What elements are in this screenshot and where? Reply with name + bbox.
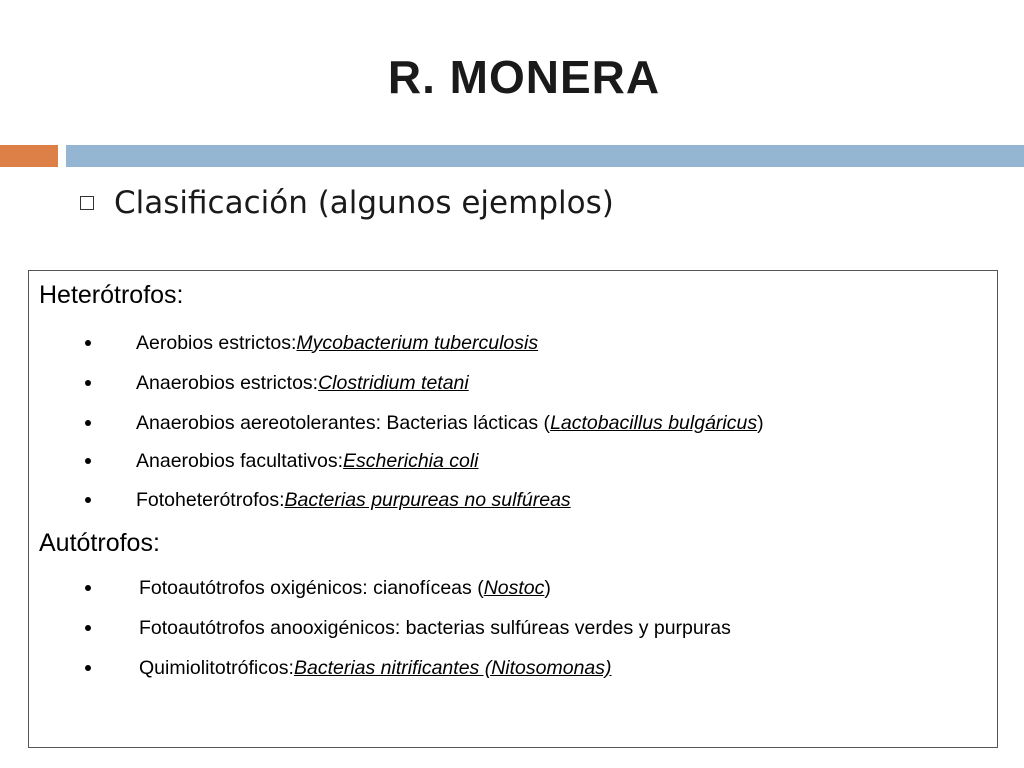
list-item [85, 370, 469, 396]
item-example: Mycobacterium tuberculosis [296, 331, 539, 354]
item-label: Aerobios estrictos: [136, 331, 297, 354]
item-example: Clostridium tetani [318, 371, 469, 394]
bullet-dot-icon [85, 497, 91, 503]
item-label: Fotoheterótrofos: [136, 488, 285, 511]
item-example: Nostoc [483, 576, 545, 599]
item-label: Anaerobios facultativos: [136, 449, 344, 472]
list-item [85, 575, 551, 601]
list-item [85, 330, 538, 356]
main-bullet [80, 178, 614, 228]
list-item [85, 487, 571, 513]
bullet-dot-icon [85, 420, 91, 426]
accent-bar-blue [66, 145, 1024, 167]
accent-bar-orange [0, 145, 58, 167]
bullet-dot-icon [85, 380, 91, 386]
bullet-dot-icon [85, 585, 91, 591]
slide-title: R. MONERA [387, 51, 661, 103]
square-bullet-icon [80, 196, 94, 210]
classification-box [28, 270, 998, 748]
item-example: Bacterias purpureas no sulfúreas [284, 488, 571, 511]
item-label: Fotoautótrofos anooxigénicos: bacterias sulfúreas verdes y purpuras [139, 616, 731, 639]
heterotrofos-heading: Heterótrofos: [39, 281, 184, 309]
list-item [85, 615, 731, 641]
list-item [85, 448, 479, 474]
item-label: Quimiolitotróficos: [139, 656, 294, 679]
bullet-dot-icon [85, 458, 91, 464]
item-example: Lactobacillus bulgáricus [550, 411, 758, 434]
item-post: ) [757, 411, 764, 434]
list-item [85, 410, 764, 436]
bullet-dot-icon [85, 340, 91, 346]
autotrofos-heading: Autótrofos: [39, 529, 160, 557]
item-example: Escherichia coli [343, 449, 479, 472]
item-label: Anaerobios estrictos: [136, 371, 319, 394]
item-label: Fotoautótrofos oxigénicos: cianofíceas ( [139, 576, 484, 599]
list-item [85, 655, 612, 681]
item-example: Bacterias nitrificantes (Nitosomonas) [293, 656, 612, 679]
main-bullet-text: Clasificación (algunos ejemplos) [114, 185, 614, 221]
bullet-dot-icon [85, 665, 91, 671]
bullet-dot-icon [85, 625, 91, 631]
item-post: ) [544, 576, 551, 599]
item-label: Anaerobios aereotolerantes: Bacterias lácticas ( [136, 411, 551, 434]
